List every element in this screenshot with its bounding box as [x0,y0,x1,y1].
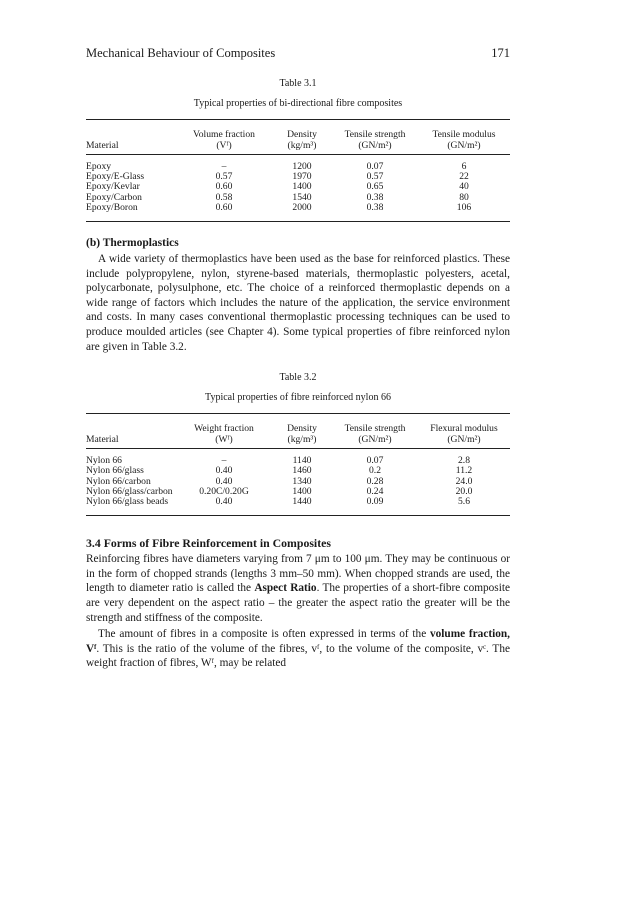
table-caption: Typical properties of bi-directional fibre composites [193,98,403,109]
table-cell: 0.57 [366,171,384,183]
running-head [86,46,510,64]
table-cell: 0.07 [366,161,384,172]
column-header: Weight fraction [176,414,272,435]
column-header: Material [86,140,176,155]
column-header: Density [272,414,332,435]
bold-term-aspect-ratio: Aspect Ratio [254,582,317,595]
table-cell: 2000 [272,203,332,222]
table-cell: 0.40 [215,465,233,477]
column-header [86,414,176,435]
table-cell: 0.38 [332,203,418,222]
table-cell: 1440 [272,497,332,516]
table-cell: 2.8 [458,455,470,467]
table-cell: – [221,455,227,467]
column-header: Tensile modulus [418,120,510,141]
table-cell: 22 [459,171,469,183]
table-cell: 0.40 [215,475,233,487]
table-cell: 0.20C/0.20G [199,485,249,497]
table-cell: 5.6 [418,497,510,516]
table-cell: Nylon 66/glass beads [86,497,176,516]
column-unit: (kg/m³) [272,140,332,155]
table-cell: 40 [459,181,469,193]
table-cell: Epoxy/E-Glass [86,171,145,183]
table-number: Table 3.1 [279,78,317,89]
table-cell: Nylon 66/glass/carbon [86,485,173,497]
table-cell: – [221,161,227,172]
data-table [86,413,510,516]
table-cell: 0.09 [332,497,418,516]
table-cell: 0.65 [366,181,384,193]
table-cell: 11.2 [455,465,473,477]
table-row [86,203,510,222]
table-cell: 1200 [292,161,312,172]
data-table [86,119,510,222]
table-cell: 0.24 [366,485,384,497]
paragraph-thermoplastics: A wide variety of thermoplastics have been used as the base for reinforced plastics. These include polypropylene, nylon, styrene-based materials, thermoplastic polyesters, acetal, polycarbonate, polysulphone, etc. The choice of a reinforced thermoplastic depends on a wide range of factors which includes the nature of the application, the service environment and costs. In many cases conventional thermoplastic processing techniques can be used to produce moulded articles (see Chapter 4). Some typical properties of fibre reinforced nylon are given in Table 3.2. [86,253,510,353]
table-3-2 [86,372,510,516]
table-cell: 1400 [292,485,312,497]
column-header [86,120,176,141]
column-header: Flexural modulus [418,414,510,435]
column-header: Volume fraction [176,120,272,141]
running-head-title: Mechanical Behaviour of Composites [86,46,276,60]
table-3-1 [86,78,510,222]
table-cell: 6 [461,161,467,172]
page [86,46,510,671]
table-cell: Epoxy/Carbon [86,191,142,203]
table-cell: 0.38 [366,191,384,203]
section-heading-thermoplastics: (b) Thermoplastics [86,237,179,250]
table-number: Table 3.2 [279,372,317,384]
table-cell: 0.2 [369,465,381,477]
text-run: The amount of fibres in a composite is often expressed in terms of the [98,628,430,641]
text-run: . This is the ratio of the volume of the fibres, vᶠ, to the volume of the composite, vᶜ. The weight fraction of fibres, Wᶠ, may be related [86,642,510,670]
table-cell: 0.57 [215,171,233,183]
column-unit: (GN/m²) [418,434,510,449]
column-header: Material [86,434,176,449]
table-cell: 24.0 [455,475,473,487]
table-row [86,449,510,467]
table-cell: 1140 [292,455,312,467]
table-cell: 0.60 [176,203,272,222]
column-unit: (Wᶠ) [176,434,272,449]
column-header: Tensile strength [332,414,418,435]
column-unit: (GN/m²) [332,140,418,155]
table-cell: 1540 [292,191,312,203]
table-caption: Typical properties of fibre reinforced nylon 66 [205,392,391,404]
table-cell: 1970 [292,171,312,183]
table-cell: 1460 [292,465,312,477]
table-cell: Epoxy/Boron [86,203,176,222]
page-number: 171 [491,46,510,60]
table-cell: 0.07 [366,455,384,467]
text-run: . The properties of a short-fibre composite are very dependent on the aspect ratio – the greater the aspect ratio the greater will be the strength and stiffness of the composite. [86,582,510,624]
table-cell: Epoxy/Kevlar [86,181,140,193]
table-cell: 20.0 [455,485,473,497]
column-unit: (kg/m³) [272,434,332,449]
table-cell: 0.58 [215,191,233,203]
table-cell: 1340 [292,475,312,487]
paragraph-volume-fraction [86,627,510,671]
table-cell: 0.28 [366,475,384,487]
column-header: Tensile strength [332,120,418,141]
table-cell: 0.40 [176,497,272,516]
column-unit: (GN/m²) [332,434,418,449]
table-cell: Epoxy [86,161,112,172]
table-cell: 80 [459,191,469,203]
bold-term-volume-fraction: volume fraction, Vᶠ [86,628,510,655]
section-heading-3-4: 3.4 Forms of Fibre Reinforcement in Composites [86,536,331,551]
table-row [86,155,510,173]
table-cell: Nylon 66/carbon [86,475,151,487]
table-cell: 0.60 [215,181,233,193]
table-cell: Nylon 66/glass [86,465,144,477]
table-cell: 1400 [292,181,312,193]
column-unit: (Vᶠ) [176,140,272,155]
text-run: Reinforcing fibres have diameters varying from 7 μm to 100 μm. They may be continuous or in the form of chopped strands (lengths 3 mm–50 mm). When chopped strands are used, the length to diameter ratio is called the [86,553,510,595]
column-unit: (GN/m²) [418,140,510,155]
table-cell: Nylon 66 [86,455,122,467]
paragraph-aspect-ratio [86,552,510,625]
table-row [86,497,510,516]
table-cell: 106 [418,203,510,222]
column-header: Density [272,120,332,141]
